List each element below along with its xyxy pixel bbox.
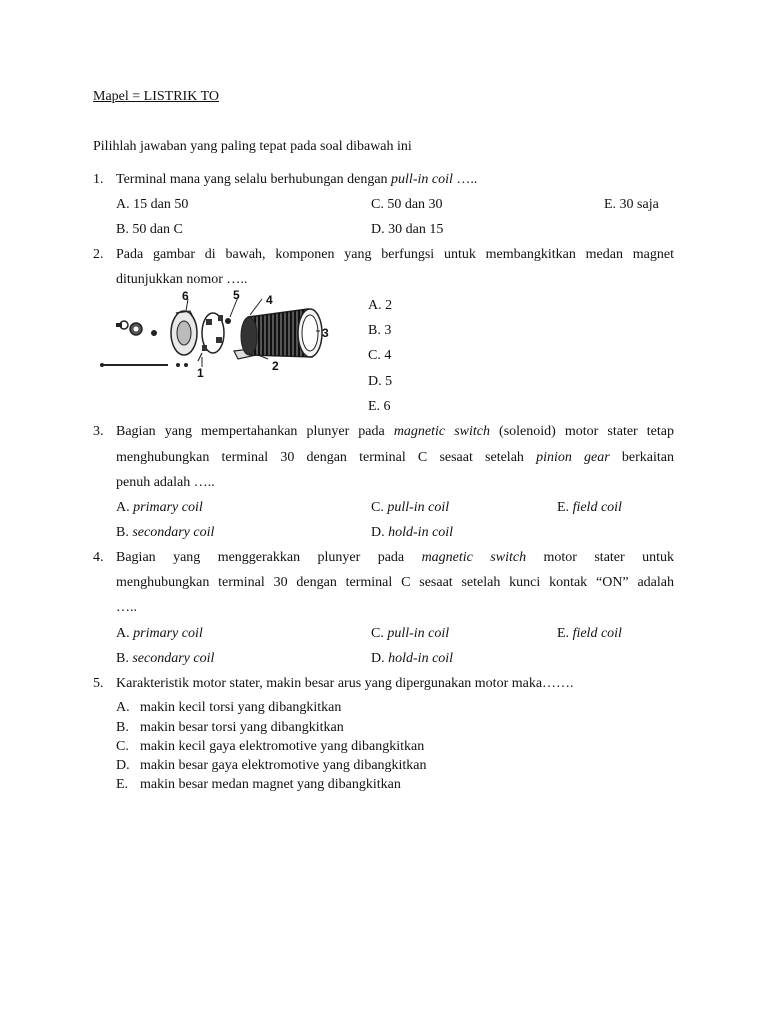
- q4-option-a: A. primary coil: [116, 626, 203, 641]
- q1-option-b: B. 50 dan C: [116, 222, 183, 237]
- diagram-label-4: 4: [266, 293, 273, 307]
- q4-option-b: B. secondary coil: [116, 651, 215, 666]
- q3-option-e: E. field coil: [557, 500, 622, 515]
- q4-number: 4.: [93, 550, 104, 565]
- q5-option-e-letter: E.: [116, 777, 129, 792]
- q3-option-a: A. primary coil: [116, 500, 203, 515]
- q5-option-d-letter: D.: [116, 758, 130, 773]
- q5-option-a-text: makin kecil torsi yang dibangkitkan: [140, 700, 342, 715]
- starter-motor-diagram: [98, 285, 338, 380]
- q5-option-b-letter: B.: [116, 720, 129, 735]
- q2-option-e: E. 6: [368, 399, 391, 414]
- q3-text-line2: menghubungkan terminal 30 dengan terminal C sesaat setelah pinion gear berkaitan: [116, 450, 674, 465]
- q1-option-a: A. 15 dan 50: [116, 197, 189, 212]
- instruction: Pilihlah jawaban yang paling tepat pada soal dibawah ini: [93, 139, 412, 154]
- q5-option-d-text: makin besar gaya elektromotive yang dibangkitkan: [140, 758, 427, 773]
- q5-option-b-text: makin besar torsi yang dibangkitkan: [140, 720, 344, 735]
- q3-text-line1: Bagian yang mempertahankan plunyer pada magnetic switch (solenoid) motor stater tetap: [116, 424, 674, 439]
- q3-text-line3: penuh adalah …..: [116, 475, 215, 490]
- q3-number: 3.: [93, 424, 104, 439]
- q4-option-c: C. pull-in coil: [371, 626, 450, 641]
- diagram-label-5: 5: [233, 288, 240, 302]
- q5-option-c-text: makin kecil gaya elektromotive yang dibangkitkan: [140, 739, 425, 754]
- diagram-label-2: 2: [272, 359, 279, 373]
- q4-text-line2: menghubungkan terminal 30 dengan terminal C sesaat setelah kunci kontak “ON” adalah: [116, 575, 674, 590]
- q4-option-d: D. hold-in coil: [371, 651, 454, 666]
- q3-option-d: D. hold-in coil: [371, 525, 454, 540]
- q2-text-line2: ditunjukkan nomor …..: [116, 272, 248, 287]
- q1-number: 1.: [93, 172, 104, 187]
- q3-option-b: B. secondary coil: [116, 525, 215, 540]
- q5-number: 5.: [93, 676, 104, 691]
- q2-text-line1: Pada gambar di bawah, komponen yang berfungsi untuk membangkitkan medan magnet: [116, 247, 674, 262]
- q2-option-d: D. 5: [368, 374, 393, 389]
- q3-option-c: C. pull-in coil: [371, 500, 450, 515]
- q2-option-b: B. 3: [368, 323, 392, 338]
- q1-text: Terminal mana yang selalu berhubungan dengan pull-in coil …..: [116, 172, 478, 187]
- subject-title: Mapel = LISTRIK TO: [93, 89, 219, 104]
- q4-option-e: E. field coil: [557, 626, 622, 641]
- q5-option-c-letter: C.: [116, 739, 129, 754]
- diagram-label-1: 1: [197, 366, 204, 380]
- q1-option-d: D. 30 dan 15: [371, 222, 444, 237]
- q4-text-line3: …..: [116, 600, 137, 615]
- q5-option-a-letter: A.: [116, 700, 130, 715]
- diagram-label-6: 6: [182, 289, 189, 303]
- q5-text: Karakteristik motor stater, makin besar arus yang dipergunakan motor maka…….: [116, 676, 574, 691]
- q1-option-e: E. 30 saja: [604, 197, 659, 212]
- q1-option-c: C. 50 dan 30: [371, 197, 443, 212]
- diagram-label-3: 3: [322, 326, 329, 340]
- q2-option-c: C. 4: [368, 348, 392, 363]
- q2-option-a: A. 2: [368, 298, 393, 313]
- q4-text-line1: Bagian yang menggerakkan plunyer pada magnetic switch motor stater untuk: [116, 550, 674, 565]
- q2-number: 2.: [93, 247, 104, 262]
- q5-option-e-text: makin besar medan magnet yang dibangkitkan: [140, 777, 401, 792]
